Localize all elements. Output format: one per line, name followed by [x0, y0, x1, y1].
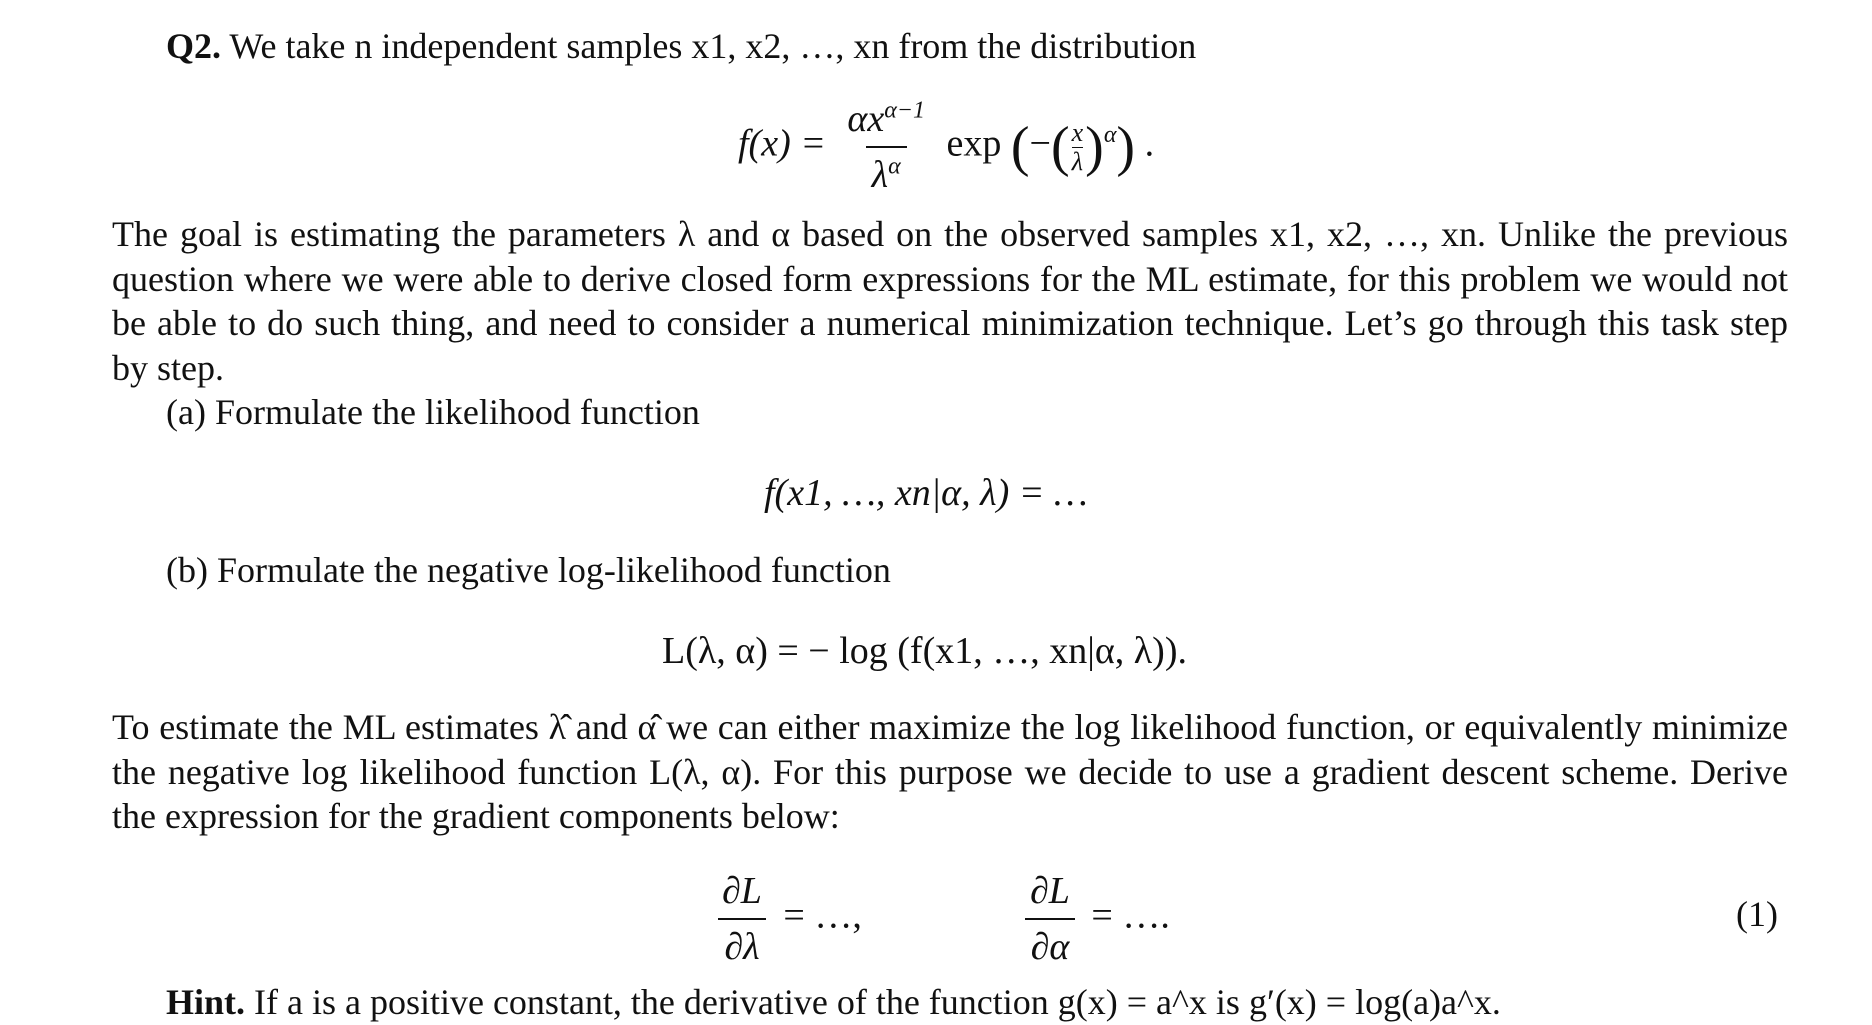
neg-log-likelihood-equation: L(λ, α) = − log (f(x1, …, xn|α, λ)).: [662, 630, 1187, 672]
hint-label: Hint.: [166, 982, 246, 1022]
part-a-label: (a): [166, 392, 206, 432]
dl-dalpha-fraction: $\frac{\partial L}{\partial\alpha}$: [1024, 868, 1076, 970]
density-equation: f(x) = $\frac{\alpha x^{\alpha-1}}{\lambda^\alpha}$ exp (−( $\frac{x}{\lambda}$ )$^\alpha$) .: [738, 97, 1155, 196]
paragraph-goal-text: The goal is estimating the parameters λ and α based on the observed samples x1, x2, …, xn. Unlike the previous question where we were able to derive closed form expressions for the ML estimate, for this problem we would not be able to do such thing, and need to consider a numerical minimization technique. Let’s go through this task step by step.: [112, 214, 1788, 388]
question-label: Q2.: [166, 26, 222, 66]
paragraph-gradient: [112, 705, 1788, 839]
likelihood-equation: f(x1, …, xn|α, λ) = …: [764, 472, 1088, 514]
density-numerator-exp: α−1: [884, 97, 925, 124]
part-b-text: Formulate the negative log-likelihood function: [216, 550, 891, 590]
gradient-equation-alpha: [1018, 868, 1170, 970]
part-b-line: [166, 548, 891, 592]
equation-number: (1): [1736, 894, 1778, 934]
paragraph-gradient-text: To estimate the ML estimates λ̂ and α̂ we can either maximize the log likelihood function, or equivalently minimize the negative log likelihood function L(λ, α). For this purpose we decide to use a gradient descent scheme. Derive the expression for the gradient components below:: [112, 707, 1788, 836]
part-a-line: [166, 390, 700, 434]
question-intro-line: [166, 24, 1196, 68]
density-lhs: f(x) =: [738, 122, 826, 165]
dl-dlambda-fraction: $\frac{\partial L}{\partial\lambda}$: [716, 868, 768, 970]
density-numerator: αx: [847, 98, 885, 140]
question-intro: We take n independent samples x1, x2, …, xn from the distribution: [229, 26, 1197, 66]
density-denominator: λ: [871, 154, 889, 196]
density-end: .: [1144, 122, 1155, 165]
density-denominator-exp: α: [888, 153, 901, 180]
density-exp-word: exp: [946, 122, 1002, 165]
part-b-label: (b): [166, 550, 208, 590]
paragraph-goal: [112, 212, 1788, 390]
density-fraction: [841, 96, 931, 198]
dl-dlambda-rest: = …,: [783, 894, 862, 937]
part-a-text: Formulate the likelihood function: [214, 392, 700, 432]
density-inner-exp: α: [1103, 122, 1117, 149]
gradient-equation: [710, 868, 862, 970]
hint-text: If a is a positive constant, the derivative of the function g(x) = a^x is g′(x) = log(a)a^x.: [254, 982, 1501, 1022]
dl-dalpha-rest: = ….: [1091, 894, 1170, 937]
hint-line: [166, 980, 1501, 1024]
